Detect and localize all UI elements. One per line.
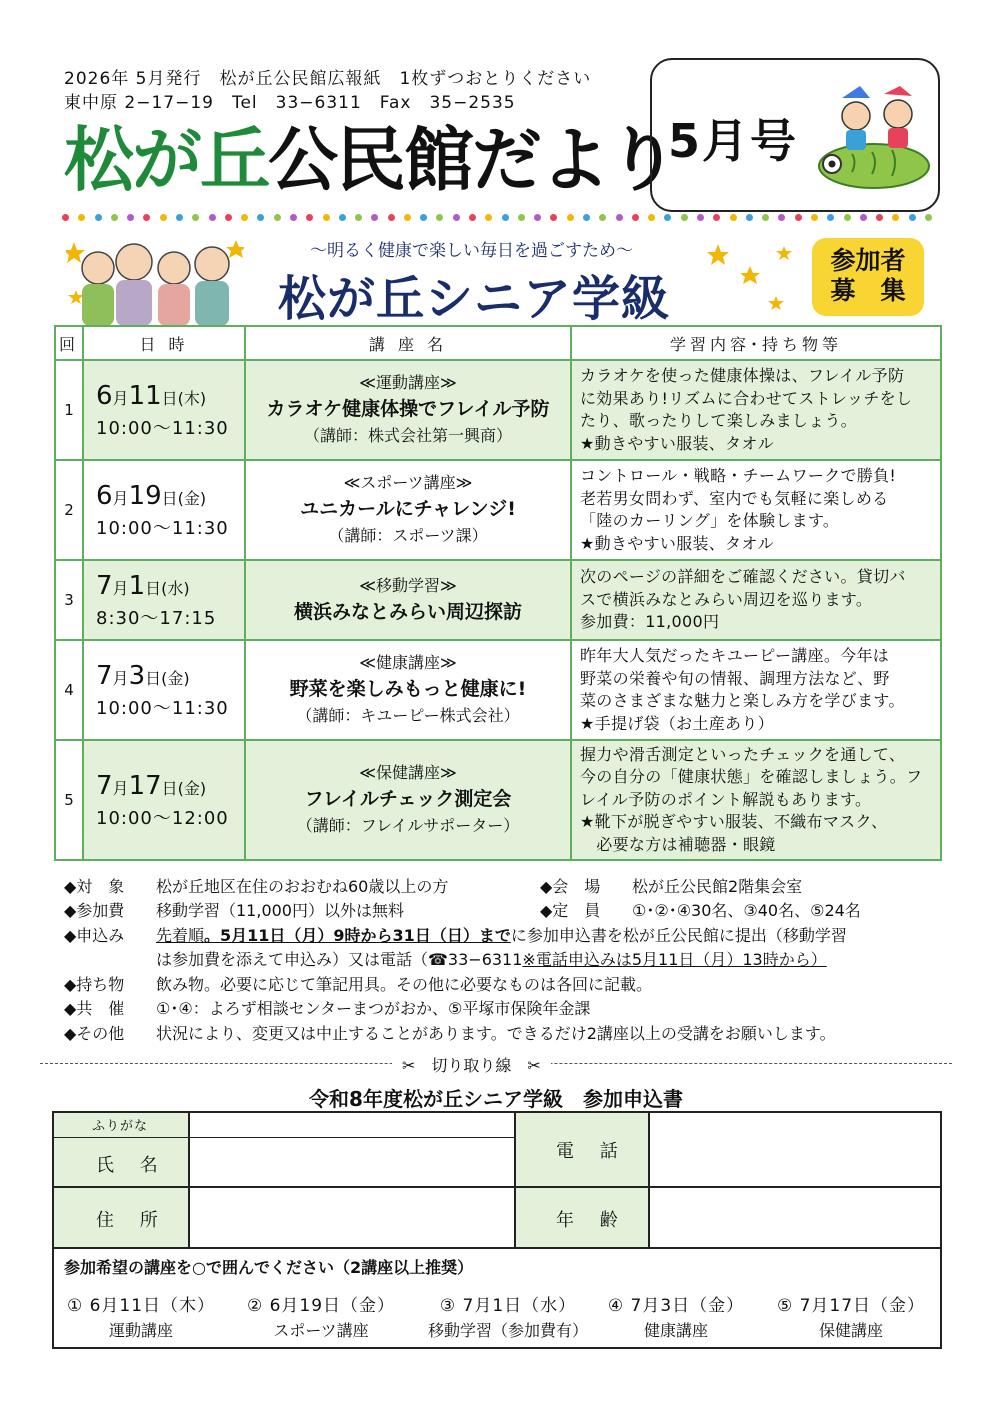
course-option-type: 保健講座 xyxy=(818,1321,883,1340)
header-course-name: 講 座 名 xyxy=(245,326,571,360)
row-month: 7 xyxy=(96,570,113,601)
furigana-divider xyxy=(54,1137,514,1138)
items-line xyxy=(64,973,652,998)
decorative-dot xyxy=(306,214,313,221)
decorative-dot xyxy=(176,214,183,221)
fee-line xyxy=(64,899,404,924)
row-weekday: (金) xyxy=(161,668,190,688)
decorative-dot xyxy=(795,214,802,221)
course-option-type: 健康講座 xyxy=(643,1321,708,1340)
content-line: ★靴下が脱ぎやすい服装、不織布マスク、 xyxy=(580,812,888,832)
decorative-dot xyxy=(518,214,525,221)
row-content xyxy=(571,640,941,740)
decorative-dot xyxy=(62,214,69,221)
form-title: 令和8年度松が丘シニア学級 参加申込書 xyxy=(309,1087,683,1111)
row-datetime xyxy=(83,460,245,560)
items-label: ◆持ち物 xyxy=(64,975,125,994)
row-day-suffix: 日 xyxy=(145,668,162,688)
decorative-dot xyxy=(811,214,818,221)
decorative-dot xyxy=(111,214,118,221)
table-row xyxy=(55,560,941,640)
decorative-dot xyxy=(388,214,395,221)
row-month-suffix: 月 xyxy=(112,668,129,688)
row-category: ≪運動講座≫ xyxy=(359,373,457,392)
row-lecturer: （講師：スポーツ課） xyxy=(328,526,488,545)
col-divider-2 xyxy=(514,1113,516,1247)
decorative-dot xyxy=(78,214,85,221)
row-day-suffix: 日 xyxy=(145,578,162,598)
decorative-dot xyxy=(290,214,297,221)
content-line: 握力や滑舌測定といったチェックを通して、 xyxy=(580,744,906,764)
venue-value: 松が丘公民館2階集会室 xyxy=(632,877,803,896)
course-option-5[interactable] xyxy=(776,1291,926,1341)
content-line: ★動きやすい服装、タオル xyxy=(580,533,774,553)
decorative-dot xyxy=(599,214,606,221)
table-header-row xyxy=(55,326,941,360)
title-green-part: 松が丘 xyxy=(64,119,268,201)
course-option-date: ③ 7月1日（水） xyxy=(439,1296,577,1316)
row-course-name: カラオケ健康体操でフレイル予防 xyxy=(266,398,550,420)
row-lecturer: （講師：フレイルサポーター） xyxy=(296,816,520,835)
cut-line-label: ✂ 切り取り線 ✂ xyxy=(392,1053,551,1076)
header-datetime: 日 時 xyxy=(83,326,245,360)
decorative-dot xyxy=(420,214,427,221)
venue-label: ◆会 場 xyxy=(540,877,601,896)
row-month-suffix: 月 xyxy=(112,578,129,598)
banner-title: 松が丘シニア学級 xyxy=(278,271,671,327)
content-line: 次のページの詳細をご確認ください。貸切バ xyxy=(580,567,906,587)
course-option-3[interactable] xyxy=(420,1291,596,1341)
decorative-dot xyxy=(323,214,330,221)
host-value: ①･④：よろず相談センターまつがおか、⑤平塚市保険年金課 xyxy=(156,999,591,1018)
decorative-dot xyxy=(616,214,623,221)
row-day: 17 xyxy=(128,770,162,801)
decorative-dot xyxy=(192,214,199,221)
course-selection-instruction: 参加希望の講座を○で囲んでください（2講座以上推奨） xyxy=(64,1258,474,1277)
row-content xyxy=(571,740,941,860)
header-content: 学習内容･持ち物等 xyxy=(571,326,941,360)
issue-number: 5月号 xyxy=(668,114,799,168)
row-number: 4 xyxy=(55,640,83,740)
row-datetime xyxy=(83,740,245,860)
decorative-dot xyxy=(502,214,509,221)
course-option-date: ④ 7月3日（金） xyxy=(607,1296,745,1316)
apply-method-2: は参加費を添えて申込み）又は電話（☎33−6311 xyxy=(156,950,523,969)
row-time: 10:00〜11:30 xyxy=(96,697,229,719)
row-course-name: 野菜を楽しみもっと健康に! xyxy=(289,678,527,700)
furigana-label: ふりがな xyxy=(92,1119,149,1134)
decorative-dot xyxy=(453,214,460,221)
banner-subtitle: 〜明るく健康で楽しい毎日を過ごすため〜 xyxy=(310,241,633,261)
target-value: 松が丘地区在住のおおむね60歳以上の方 xyxy=(156,877,449,896)
decorative-dot xyxy=(436,214,443,221)
content-line: 老若男女問わず、室内でも気軽に楽しめる xyxy=(580,488,889,508)
decorative-dot xyxy=(485,214,492,221)
decorative-dot xyxy=(127,214,134,221)
row-course-name: 横浜みなとみらい周辺探訪 xyxy=(293,601,522,623)
apply-method: に参加申込書を松が丘公民館に提出（移動学習 xyxy=(510,926,847,945)
row-category: ≪保健講座≫ xyxy=(359,763,457,782)
row-weekday: (金) xyxy=(177,488,207,508)
capacity-label: ◆定 員 xyxy=(540,901,601,920)
content-line: カラオケを使った健康体操は、フレイル予防 xyxy=(580,366,905,385)
content-line: 野菜の栄養や旬の情報、調理方法など、野 xyxy=(580,668,890,688)
title-black-part: 公民館だより xyxy=(268,119,676,201)
decorative-dot xyxy=(697,214,704,221)
row-category: ≪移動学習≫ xyxy=(359,576,457,595)
course-option-type: スポーツ講座 xyxy=(273,1321,369,1340)
content-line: 菜のさまざまな魅力と楽しみ方を学びます。 xyxy=(580,691,905,710)
content-line: コントロール・戦略・チームワークで勝負! xyxy=(580,466,897,485)
decorative-dot xyxy=(860,214,867,221)
phone-label: 電 話 xyxy=(556,1141,628,1162)
content-line: スで横浜みなとみらい周辺を巡ります。 xyxy=(580,589,873,609)
host-label: ◆共 催 xyxy=(64,999,125,1018)
phone-field[interactable] xyxy=(650,1113,940,1186)
row-time: 8:30〜17:15 xyxy=(96,607,217,629)
row-datetime xyxy=(83,640,245,740)
row-date xyxy=(96,571,244,604)
age-label: 年 齢 xyxy=(556,1210,628,1231)
row-day-suffix: 日 xyxy=(161,778,178,798)
host-line xyxy=(64,997,590,1022)
row-day: 1 xyxy=(128,570,146,601)
decorative-dot xyxy=(225,214,232,221)
course-option-type: 移動学習（参加費有） xyxy=(427,1321,588,1340)
capacity-value: ①･②･④30名、③40名、⑤24名 xyxy=(632,901,861,920)
row-content xyxy=(571,560,941,640)
carp-streamer-kids-illustration xyxy=(812,86,932,202)
newsletter-title xyxy=(64,112,676,208)
row-month: 7 xyxy=(96,660,113,691)
decorative-dot xyxy=(844,214,851,221)
row-month: 6 xyxy=(96,380,113,411)
decorative-dot xyxy=(583,214,590,221)
decorative-dot xyxy=(241,214,248,221)
apply-period: 。5月11日（月）9時から31日（日）まで xyxy=(204,926,511,945)
row-number: 2 xyxy=(55,460,83,560)
decorative-dot xyxy=(730,214,737,221)
table-row xyxy=(55,460,941,560)
course-option-date: ② 6月19日（金） xyxy=(246,1296,396,1316)
decorative-dot xyxy=(925,214,932,221)
row-course xyxy=(245,560,571,640)
row-number: 1 xyxy=(55,360,83,460)
row-course xyxy=(245,640,571,740)
row-lecturer: （講師：株式会社第一興商） xyxy=(303,426,512,445)
decorative-dot xyxy=(664,214,671,221)
content-line: 必要な方は補聴器・眼鏡 xyxy=(580,834,776,854)
row-day: 19 xyxy=(128,480,162,511)
row-weekday: (木) xyxy=(177,388,207,408)
table-row xyxy=(55,740,941,860)
furigana-field[interactable] xyxy=(190,1113,514,1137)
content-line: ★動きやすい服装、タオル xyxy=(580,433,774,453)
decorative-dot xyxy=(876,214,883,221)
row-day-suffix: 日 xyxy=(161,388,178,408)
decorative-dot xyxy=(143,214,150,221)
row-date xyxy=(96,661,244,694)
other-label: ◆その他 xyxy=(64,1024,125,1043)
other-line xyxy=(64,1022,836,1047)
badge-line-1: 参加者 xyxy=(830,246,906,275)
row-weekday: (金) xyxy=(177,778,207,798)
decorative-dot xyxy=(257,214,264,221)
row-time: 10:00〜12:00 xyxy=(96,807,229,829)
decorative-dot xyxy=(713,214,720,221)
table-row xyxy=(55,640,941,740)
address-label: 住 所 xyxy=(96,1210,168,1231)
name-label: 氏 名 xyxy=(96,1155,168,1176)
seniors-illustration xyxy=(66,232,244,326)
row-course xyxy=(245,460,571,560)
decorative-dot xyxy=(209,214,216,221)
row-course xyxy=(245,740,571,860)
content-line: 昨年大人気だったキユーピー講座。今年は xyxy=(580,646,890,665)
content-line: レイル予防のポイント解説もあります。 xyxy=(580,789,872,809)
decorative-dot xyxy=(632,214,639,221)
row-time: 10:00〜11:30 xyxy=(96,417,229,439)
stars-decoration xyxy=(706,240,806,320)
decorative-dot xyxy=(371,214,378,221)
issue-info-line: 2026年 5月発行 松が丘公民館広報紙 1枚ずつおとりください xyxy=(64,69,592,89)
recruiting-badge xyxy=(812,238,924,316)
course-option-type: 運動講座 xyxy=(108,1321,173,1340)
row-category: ≪スポーツ講座≫ xyxy=(343,473,473,492)
decorative-dot xyxy=(567,214,574,221)
decorative-dot xyxy=(95,214,102,221)
decorative-dot xyxy=(909,214,916,221)
decorative-dot xyxy=(778,214,785,221)
course-option-1[interactable] xyxy=(66,1291,216,1341)
row-date xyxy=(96,381,244,414)
apply-first-come: 先着順 xyxy=(156,926,205,945)
row-month: 7 xyxy=(96,770,113,801)
address-field[interactable] xyxy=(190,1188,514,1247)
row-content xyxy=(571,460,941,560)
decorative-dot xyxy=(469,214,476,221)
decorative-dot xyxy=(534,214,541,221)
decorative-dot xyxy=(648,214,655,221)
row-date xyxy=(96,771,244,804)
row-day-suffix: 日 xyxy=(161,488,178,508)
content-line: ★手提げ袋（お土産あり） xyxy=(580,713,774,733)
row-weekday: (水) xyxy=(161,578,190,598)
decorative-dot-line xyxy=(62,214,932,226)
row-datetime xyxy=(83,560,245,640)
table-row xyxy=(55,360,941,460)
row-course xyxy=(245,360,571,460)
row-datetime xyxy=(83,360,245,460)
header-no: 回 xyxy=(55,326,83,360)
row-day: 11 xyxy=(128,380,162,411)
target-line xyxy=(64,875,448,900)
row-day: 3 xyxy=(128,660,146,691)
row-date xyxy=(96,481,244,514)
content-line: たり、歌ったりして楽しみましょう。 xyxy=(580,411,858,430)
decorative-dot xyxy=(355,214,362,221)
content-line: 今の自分の「健康状態」を確認しましょう。フ xyxy=(580,767,923,787)
name-field[interactable] xyxy=(190,1139,514,1186)
row-lecturer: （講師：キユーピー株式会社） xyxy=(296,706,520,725)
form-section-divider xyxy=(54,1247,940,1249)
row-time: 10:00〜11:30 xyxy=(96,517,229,539)
decorative-dot xyxy=(827,214,834,221)
content-line: に効果あり!リズムに合わせてストレッチをし xyxy=(580,388,913,408)
row-course-name: フレイルチェック測定会 xyxy=(304,788,512,810)
row-month: 6 xyxy=(96,480,113,511)
row-number: 3 xyxy=(55,560,83,640)
course-option-4[interactable] xyxy=(606,1291,746,1341)
course-option-2[interactable] xyxy=(246,1291,396,1341)
row-month-suffix: 月 xyxy=(112,388,129,408)
decorative-dot xyxy=(339,214,346,221)
venue-line xyxy=(540,875,802,900)
decorative-dot xyxy=(746,214,753,221)
apply-line xyxy=(64,924,847,949)
badge-line-2: 募 集 xyxy=(830,276,906,305)
contact-info-line: 東中原 2−17−19 Tel 33−6311 Fax 35−2535 xyxy=(64,93,516,113)
decorative-dot xyxy=(762,214,769,221)
apply-line-2 xyxy=(156,948,827,973)
fee-label: ◆参加費 xyxy=(64,901,125,920)
age-field[interactable] xyxy=(650,1188,940,1247)
target-label: ◆対 象 xyxy=(64,877,125,896)
row-category: ≪健康講座≫ xyxy=(359,653,457,672)
course-option-date: ⑤ 7月17日（金） xyxy=(776,1296,926,1316)
decorative-dot xyxy=(550,214,557,221)
row-course-name: ユニカールにチャレンジ! xyxy=(300,498,516,520)
other-value: 状況により、変更又は中止することがあります。できるだけ2講座以上の受講をお願いします。 xyxy=(156,1024,836,1043)
row-month-suffix: 月 xyxy=(112,488,129,508)
apply-label: ◆申込み xyxy=(64,926,125,945)
decorative-dot xyxy=(681,214,688,221)
content-line: 「陸のカーリング」を体験します。 xyxy=(580,511,840,530)
decorative-dot xyxy=(274,214,281,221)
decorative-dot xyxy=(404,214,411,221)
decorative-dot xyxy=(160,214,167,221)
decorative-dot xyxy=(892,214,899,221)
row-content xyxy=(571,360,941,460)
schedule-table xyxy=(54,325,942,861)
row-number: 5 xyxy=(55,740,83,860)
apply-phone-note: ※電話申込みは5月11日（月）13時から） xyxy=(522,950,827,969)
fee-value: 移動学習（11,000円）以外は無料 xyxy=(156,901,404,920)
capacity-line xyxy=(540,899,861,924)
content-line: 参加費：11,000円 xyxy=(580,612,720,632)
items-value: 飲み物。必要に応じて筆記用具。その他に必要なものは各回に記載。 xyxy=(156,975,653,994)
course-option-date: ① 6月11日（木） xyxy=(66,1296,216,1316)
row-month-suffix: 月 xyxy=(112,778,129,798)
